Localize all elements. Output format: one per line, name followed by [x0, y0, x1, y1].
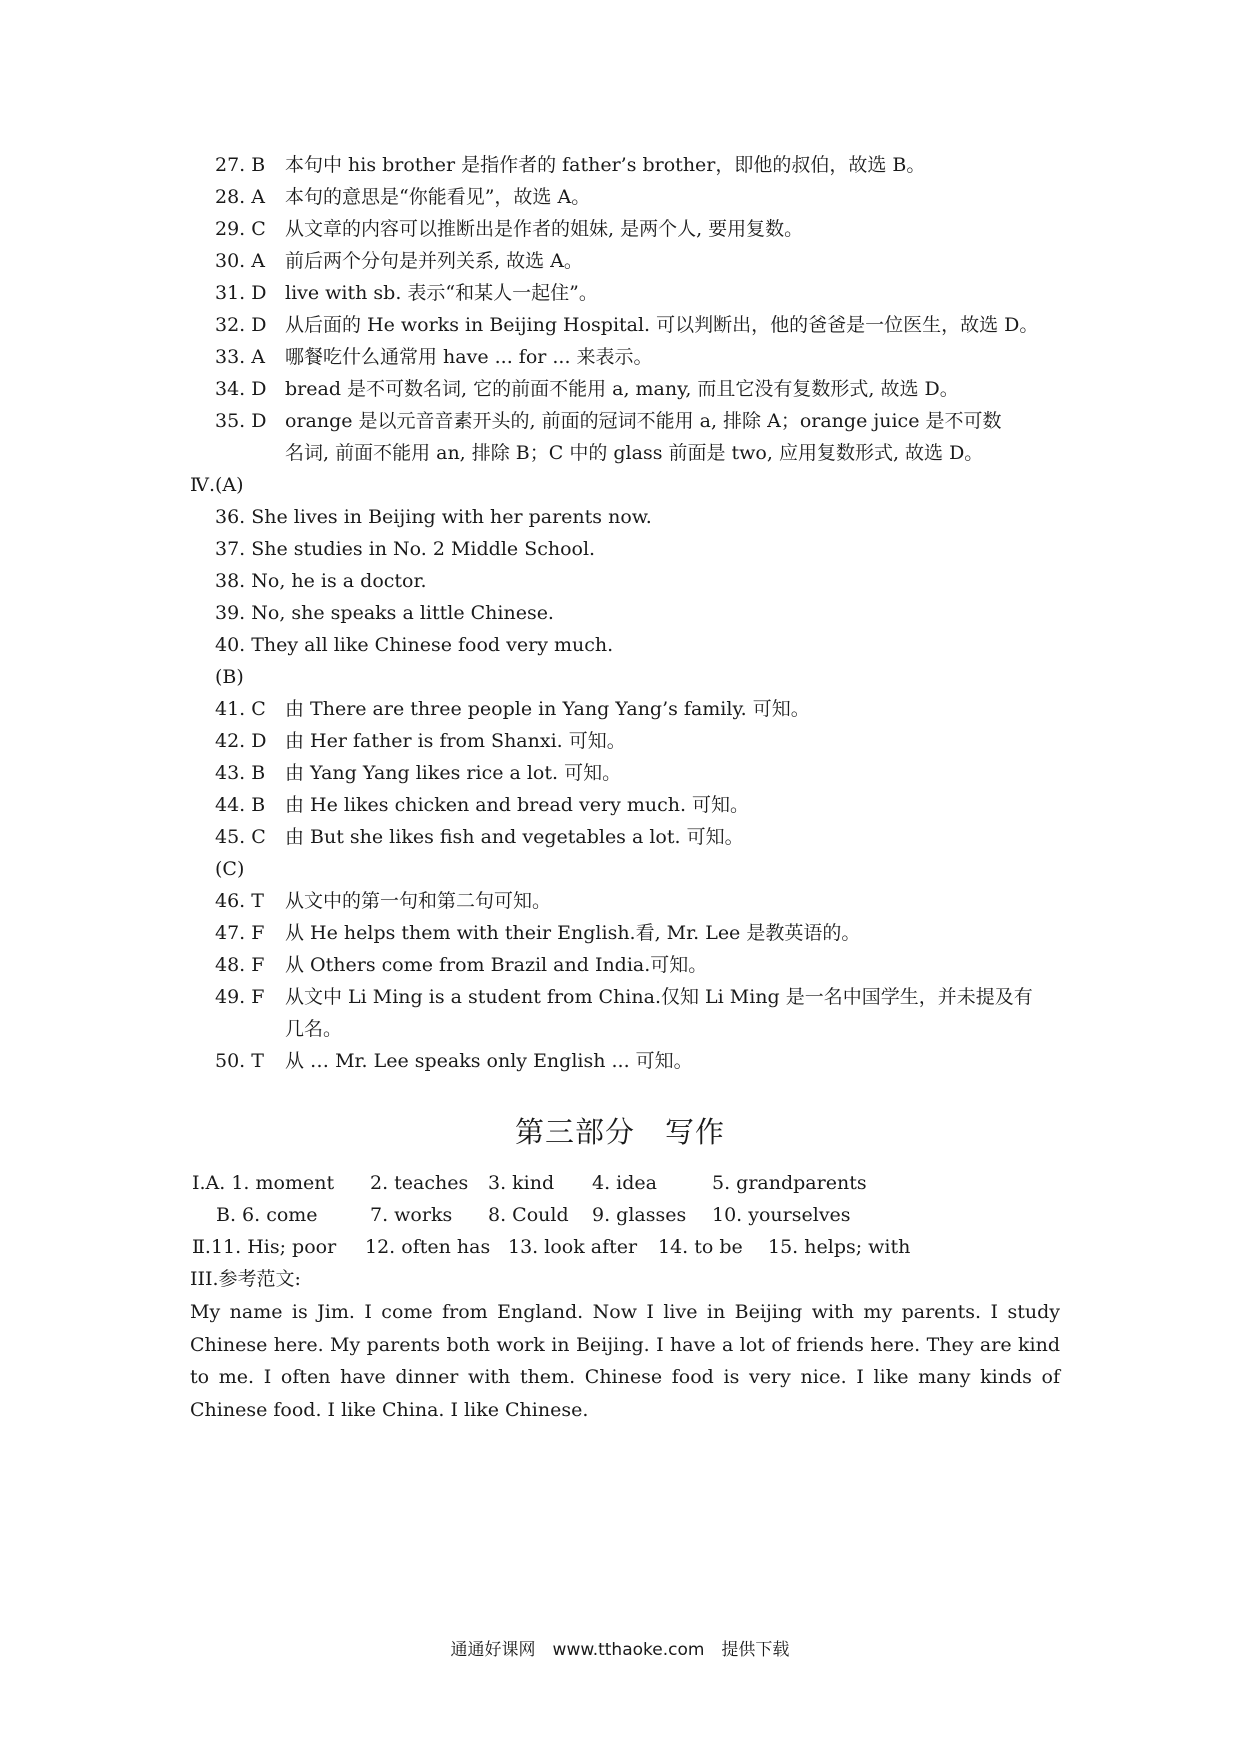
answer-35-continued: 名词, 前面不能用 an, 排除 B；C 中的 glass 前面是 two, 应用复数形式, 故选 D。	[285, 442, 984, 464]
answer-28: 28. A 本句的意思是“你能看见”，故选 A。	[215, 186, 591, 208]
answer-50: 50. T 从 … Mr. Lee speaks only English ... 可知。	[215, 1050, 693, 1072]
answer-30: 30. A 前后两个分句是并列关系, 故选 A。	[215, 250, 583, 272]
part-3-heading: 第三部分 写作	[514, 1115, 725, 1149]
answer-29: 29. C 从文章的内容可以推断出是作者的姐妹, 是两个人, 要用复数。	[215, 218, 804, 240]
essay-label: III.参考范文:	[190, 1268, 301, 1290]
answer-27: 27. B 本句中 his brother 是指作者的 father’s brother，即他的叔伯，故选 B。	[215, 154, 926, 176]
answer-33: 33. A 哪餐吃什么通常用 have ... for ... 来表示。	[215, 346, 653, 368]
label-b: (B)	[215, 666, 244, 688]
answer-38: 38. No, he is a doctor.	[215, 570, 427, 592]
answer-45: 45. C 由 But she likes fish and vegetables a lot. 可知。	[215, 826, 744, 848]
answer-39: 39. No, she speaks a little Chinese.	[215, 602, 554, 624]
section-4-label: Ⅳ.(A)	[190, 474, 244, 496]
answer-36: 36. She lives in Beijing with her parents now.	[215, 506, 652, 528]
answer-46: 46. T 从文中的第一句和第二句可知。	[215, 890, 552, 912]
footer-source: 通通好课网 www.tthaoke.com 提供下载	[450, 1640, 790, 1660]
answer-37: 37. She studies in No. 2 Middle School.	[215, 538, 596, 560]
answer-key-page: 27. B 本句中 his brother 是指作者的 father’s brother，即他的叔伯，故选 B。 28. A 本句的意思是“你能看见”，故选 A。 29. C 从文章的内容可以推断出是作者的姐妹, 是两个人, 要用复数。 30. A 前后两个分句是并列关系, 故选 A。 31. D live with sb. 表示“和某人一起住”。 32. D 从后面的 He works in Beijing Hospital. 可以判断出，他的爸爸是一位医生，故选 D。 33. A 哪餐吃什么通常用 have ... for ... 来表示。 34. D bread 是不可数名词, 它的前面不能用 a, many, 而且它没有复数形式, 故选 D。 35. D orange 是以元音音素开头的, 前面的冠词不能用 a, 排除 A；orange juice 是不可数 名词, 前面不能用 an, 排除 B；C 中的 glass 前面是 two, 应用复数形式, 故选 D。 Ⅳ.(A) 36. She lives in Beijing with her parents now. 37. She studies in No. 2 Middle School. 38. No, he is a doctor. 39. No, she speaks a little Chinese. 40. They all like Chinese food very much. (B) 41. C 由 There are three people in Yang Yang’s family. 可知。 42. D 由 Her father is from Shanxi. 可知。 43. B 由 Yang Yang likes rice a lot. 可知。 44. B 由 He likes chicken and bread very much. 可知。 45. C 由 But she likes fish and vegetables a lot. 可知。 (C) 46. T 从文中的第一句和第二句可知。 47. F 从 He helps them with their English.看, Mr. Lee 是教英语的。 48. F 从 Others come from Brazil and India.可知。 49. F 从文中 Li Ming is a student from China.仅知 Li Ming 是一名中国学生，并未提及有 几名。 50. T 从 … Mr. Lee speaks only English ... 可知。 第三部分 写作 Ⅰ.A. 1. moment 2. teaches 3. kind 4. idea 5. grandparents B. 6. come 7. works 8. Could 9. glasses 10. yourselves Ⅱ.11. His; poor 12. often has 13. look after 14. to be 15. helps; with III.参考范文: My name is Jim. I come from England. Now I live in Beijing with my parents. I study Chinese here. My parents both work in Beijing. I have a lot of friends here. They are kind to me. I often have dinner with them. Chinese food is very nice. I like many kinds of Chinese food. I like China. I like Chinese. 通通好课网 www.tthaoke.com 提供下载	[0, 0, 1240, 1754]
answer-44: 44. B 由 He likes chicken and bread very much. 可知。	[215, 794, 750, 816]
answer-49-continued: 几名。	[285, 1018, 343, 1040]
answer-48: 48. F 从 Others come from Brazil and India.可知。	[215, 954, 708, 976]
sample-essay: My name is Jim. I come from England. Now I live in Beijing with my parents. I study Chinese here. My parents both work in Beijing. I have a lot of friends here. They are kind to me. I often have dinner with them. Chinese food is very nice. I like many kinds of Chinese food. I like China. I like Chinese.	[190, 1301, 1060, 1421]
answer-32: 32. D 从后面的 He works in Beijing Hospital. 可以判断出，他的爸爸是一位医生，故选 D。	[215, 314, 1039, 336]
answer-41: 41. C 由 There are three people in Yang Yang’s family. 可知。	[215, 698, 810, 720]
answer-35: 35. D orange 是以元音音素开头的, 前面的冠词不能用 a, 排除 A；orange juice 是不可数	[215, 410, 1002, 432]
answer-31: 31. D live with sb. 表示“和某人一起住”。	[215, 282, 598, 304]
answer-42: 42. D 由 Her father is from Shanxi. 可知。	[215, 730, 626, 752]
answer-49: 49. F 从文中 Li Ming is a student from China.仅知 Li Ming 是一名中国学生，并未提及有	[215, 986, 1033, 1008]
answer-40: 40. They all like Chinese food very much.	[215, 634, 614, 656]
label-c: (C)	[215, 858, 245, 880]
answer-47: 47. F 从 He helps them with their English.看, Mr. Lee 是教英语的。	[215, 922, 861, 944]
answer-34: 34. D bread 是不可数名词, 它的前面不能用 a, many, 而且它没有复数形式, 故选 D。	[215, 378, 959, 400]
answer-43: 43. B 由 Yang Yang likes rice a lot. 可知。	[215, 762, 622, 784]
